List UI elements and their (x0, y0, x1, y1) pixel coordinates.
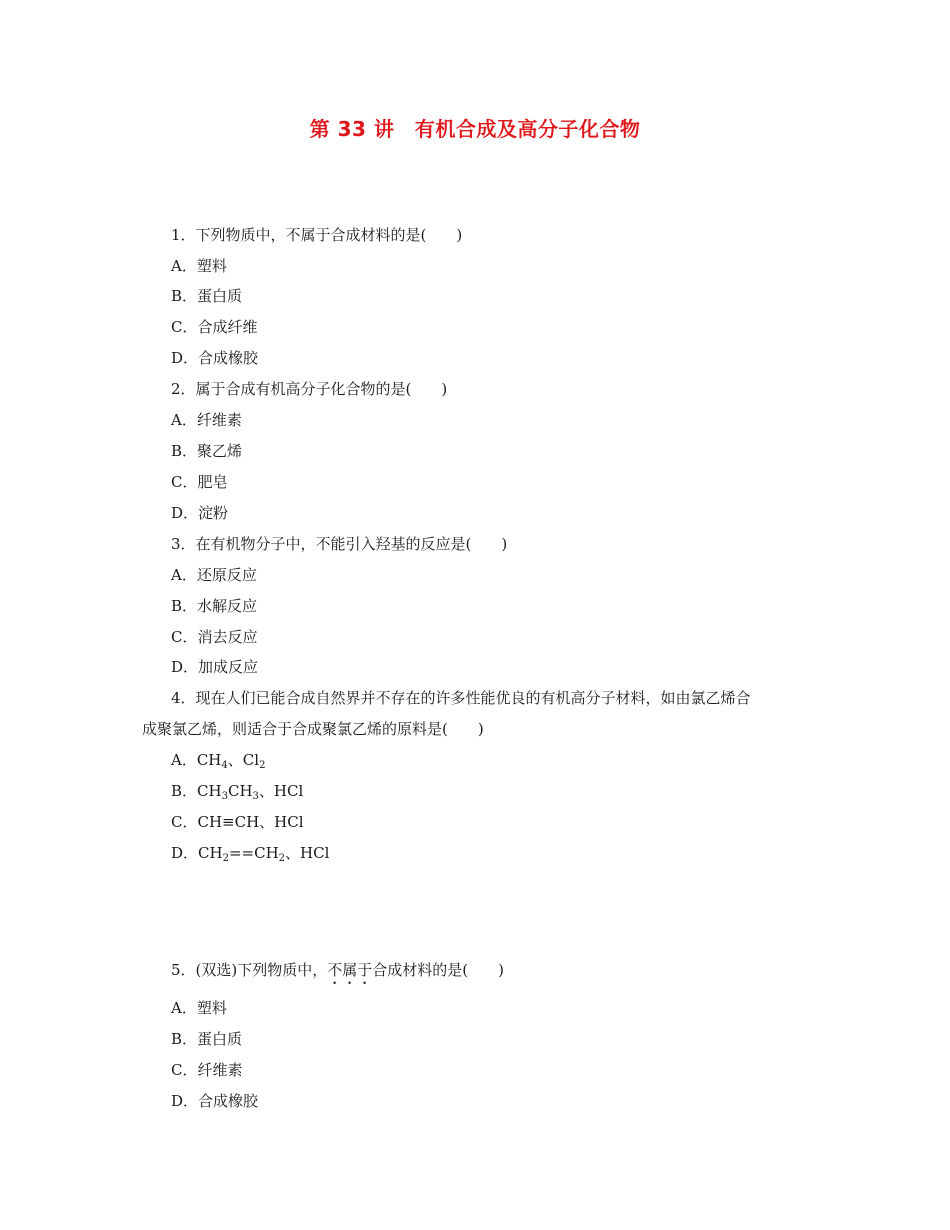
question-2-option-a: A．纤维素 (171, 411, 242, 429)
question-4-stem-line-1: 4．现在人们已能合成自然界并不存在的许多性能优良的有机高分子材料，如由氯乙烯合 (171, 689, 751, 707)
page-title: 第 33 讲 有机合成及高分子化合物 (309, 117, 641, 141)
question-4-option-b: B．$CH_3CH_3$、HCl (171, 782, 304, 802)
question-1-option-a: A．塑料 (171, 257, 227, 275)
question-4-stem-line-2: 成聚氯乙烯，则适合于合成聚氯乙烯的原料是( ) (142, 720, 484, 738)
question-5-option-a: A．塑料 (171, 999, 227, 1017)
question-4-option-c: C．CH≡CH、HCl (171, 813, 304, 831)
emphasized-text: 不属于 (327, 961, 373, 979)
question-5-option-d: D．合成橡胶 (171, 1092, 259, 1110)
question-5-stem: 5．(双选)下列物质中，不属于合成材料的是( ) (171, 961, 504, 979)
question-3-option-d: D．加成反应 (171, 658, 259, 676)
question-1-stem: 1．下列物质中，不属于合成材料的是( ) (171, 226, 463, 244)
question-3-option-a: A．还原反应 (171, 566, 257, 584)
question-2-option-b: B．聚乙烯 (171, 442, 243, 460)
question-1-option-b: B．蛋白质 (171, 287, 243, 305)
question-4-option-a: A．$CH_4$、$Cl_2$ (171, 751, 266, 771)
question-2-stem: 2．属于合成有机高分子化合物的是( ) (171, 380, 448, 398)
question-1-option-d: D．合成橡胶 (171, 349, 259, 367)
question-3-option-b: B．水解反应 (171, 597, 258, 615)
question-4-option-d: D．$CH_2==CH_2$、HCl (171, 844, 330, 864)
question-5-option-b: B．蛋白质 (171, 1030, 243, 1048)
question-3-stem: 3．在有机物分子中，不能引入羟基的反应是( ) (171, 535, 508, 553)
question-2-option-c: C．肥皂 (171, 473, 228, 491)
question-3-option-c: C．消去反应 (171, 628, 258, 646)
question-2-option-d: D．淀粉 (171, 504, 229, 522)
question-5-option-c: C．纤维素 (171, 1061, 243, 1079)
question-1-option-c: C．合成纤维 (171, 318, 258, 336)
